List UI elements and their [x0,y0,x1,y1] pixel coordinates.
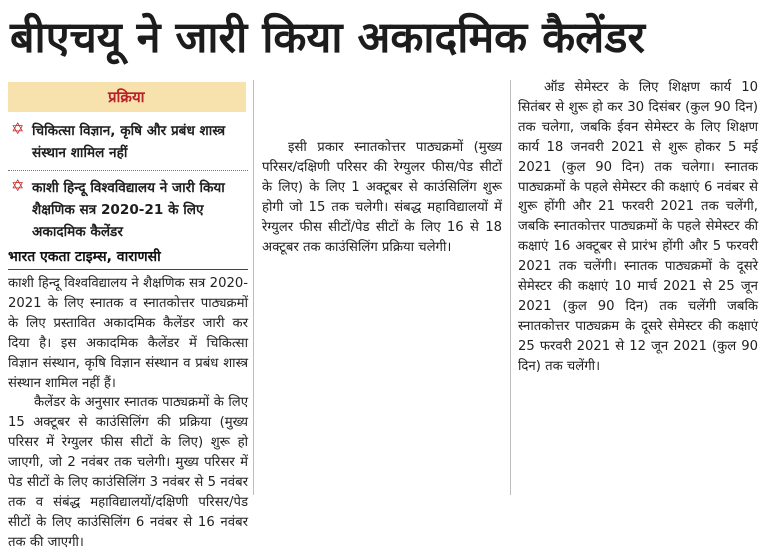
divider [8,170,248,171]
highlight-item [8,120,248,164]
section-tag-label: प्रक्रिया [108,88,145,106]
byline: भारत एकता टाइम्स, वाराणसी [8,247,248,270]
highlight-text: काशी हिन्दू विश्वविद्यालय ने जारी किया शैक्षणिक सत्र 2020-21 के लिए अकादमिक कैलेंडर [32,180,225,240]
paragraph: कैलेंडर के अनुसार स्नातक पाठ्यक्रमों के लिए 15 अक्टूबर से काउंसिलिंग की प्रक्रिया (मुख्य परिसर में रेग्युलर फीस सीटों के लिए) शुरू हो जाएगी, जो 2 नवंबर तक चलेगी। मुख्य परिसर में पेड सीटों के लिए काउंसिलिंग 3 नवंबर से 5 नवंबर तक व संबंद्ध महाविद्यालयों/दक्षिणी परिसर/पेड सीटों के लिए काउंसिलिंग 6 नवंबर से 16 नवंबर तक की जाएगी। [8,395,248,550]
star-of-david-icon: ✡ [11,176,25,195]
paragraph: ऑड सेमेस्टर के लिए शिक्षण कार्य 10 सितंबर से शुरू हो कर 30 दिसंबर (कुल 90 दिन) तक चलेगा, जबकि ईवन सेमेस्टर के लिए शिक्षण कार्य 18 जनवरी 2021 से शुरू होकर 5 मई 2021 (कुल 90 दिन) तक चलेगा। स्नातक पाठ्यक्रमों के पहले सेमेस्टर की कक्षाएं 6 नवंबर से शुरू होंगी और 21 फरवरी 2021 तक चलेंगी, जबकि स्नातकोत्तर पाठ्यक्रमों के पहले सेमेस्टर की कक्षाएं 16 अक्टूबर से प्रारंभ होंगी और 5 फरवरी 2021 तक चलेंगी। स्नातक पाठ्यक्रमों के दूसरे सेमेस्टर की कक्षाएं 10 मार्च 2021 से 25 जून 2021 (कुल 90 दिन) तक चलेंगी जबकि स्नातकोत्तर पाठ्यक्रम के दूसरे सेमेस्टर की कक्षाएं 25 फरवरी 2021 से 12 जून 2021 (कुल 90 दिन) तक चलेंगी। [518,80,758,374]
column-2 [262,78,502,498]
headline: बीएचयू ने जारी किया अकादमिक कैलेंडर [10,13,645,63]
section-tag [8,82,246,112]
article-body-start [8,274,248,553]
paragraph: काशी हिन्दू विश्वविद्यालय ने शैक्षणिक सत्र 2020-2021 के लिए स्नातक व स्नातकोत्तर पाठ्यक्रमों के लिए प्रस्तावित अकादमिक कैलेंडर जारी कर दिया है। इस अकादमिक कैलेंडर में चिकित्सा विज्ञान संस्थान, कृषि विज्ञान संस्थान व प्रबंध शास्त्र संस्थान शामिल नहीं हैं। [8,276,248,391]
column-divider [253,80,254,495]
paragraph: इसी प्रकार स्नातकोत्तर पाठ्यक्रमों (मुख्य परिसर/दक्षिणी परिसर की रेग्युलर फीस/पेड सीटों के लिए) के लिए 1 अक्टूबर से काउंसिलिंग शुरू होगी जो 15 तक चलेगी। संबद्ध महाविद्यालयों में रेग्युलर फीस सीटों/पेड सीटों के लिए 16 से 18 अक्टूबर तक काउंसिलिंग प्रक्रिया चलेगी। [262,140,502,255]
column-1 [8,78,248,550]
highlight-text: चिकित्सा विज्ञान, कृषि और प्रबंध शास्त्र संस्थान शामिल नहीं [32,123,226,161]
star-of-david-icon: ✡ [11,119,25,138]
column-3 [518,78,758,498]
column-divider [510,80,511,495]
highlight-item [8,177,248,243]
